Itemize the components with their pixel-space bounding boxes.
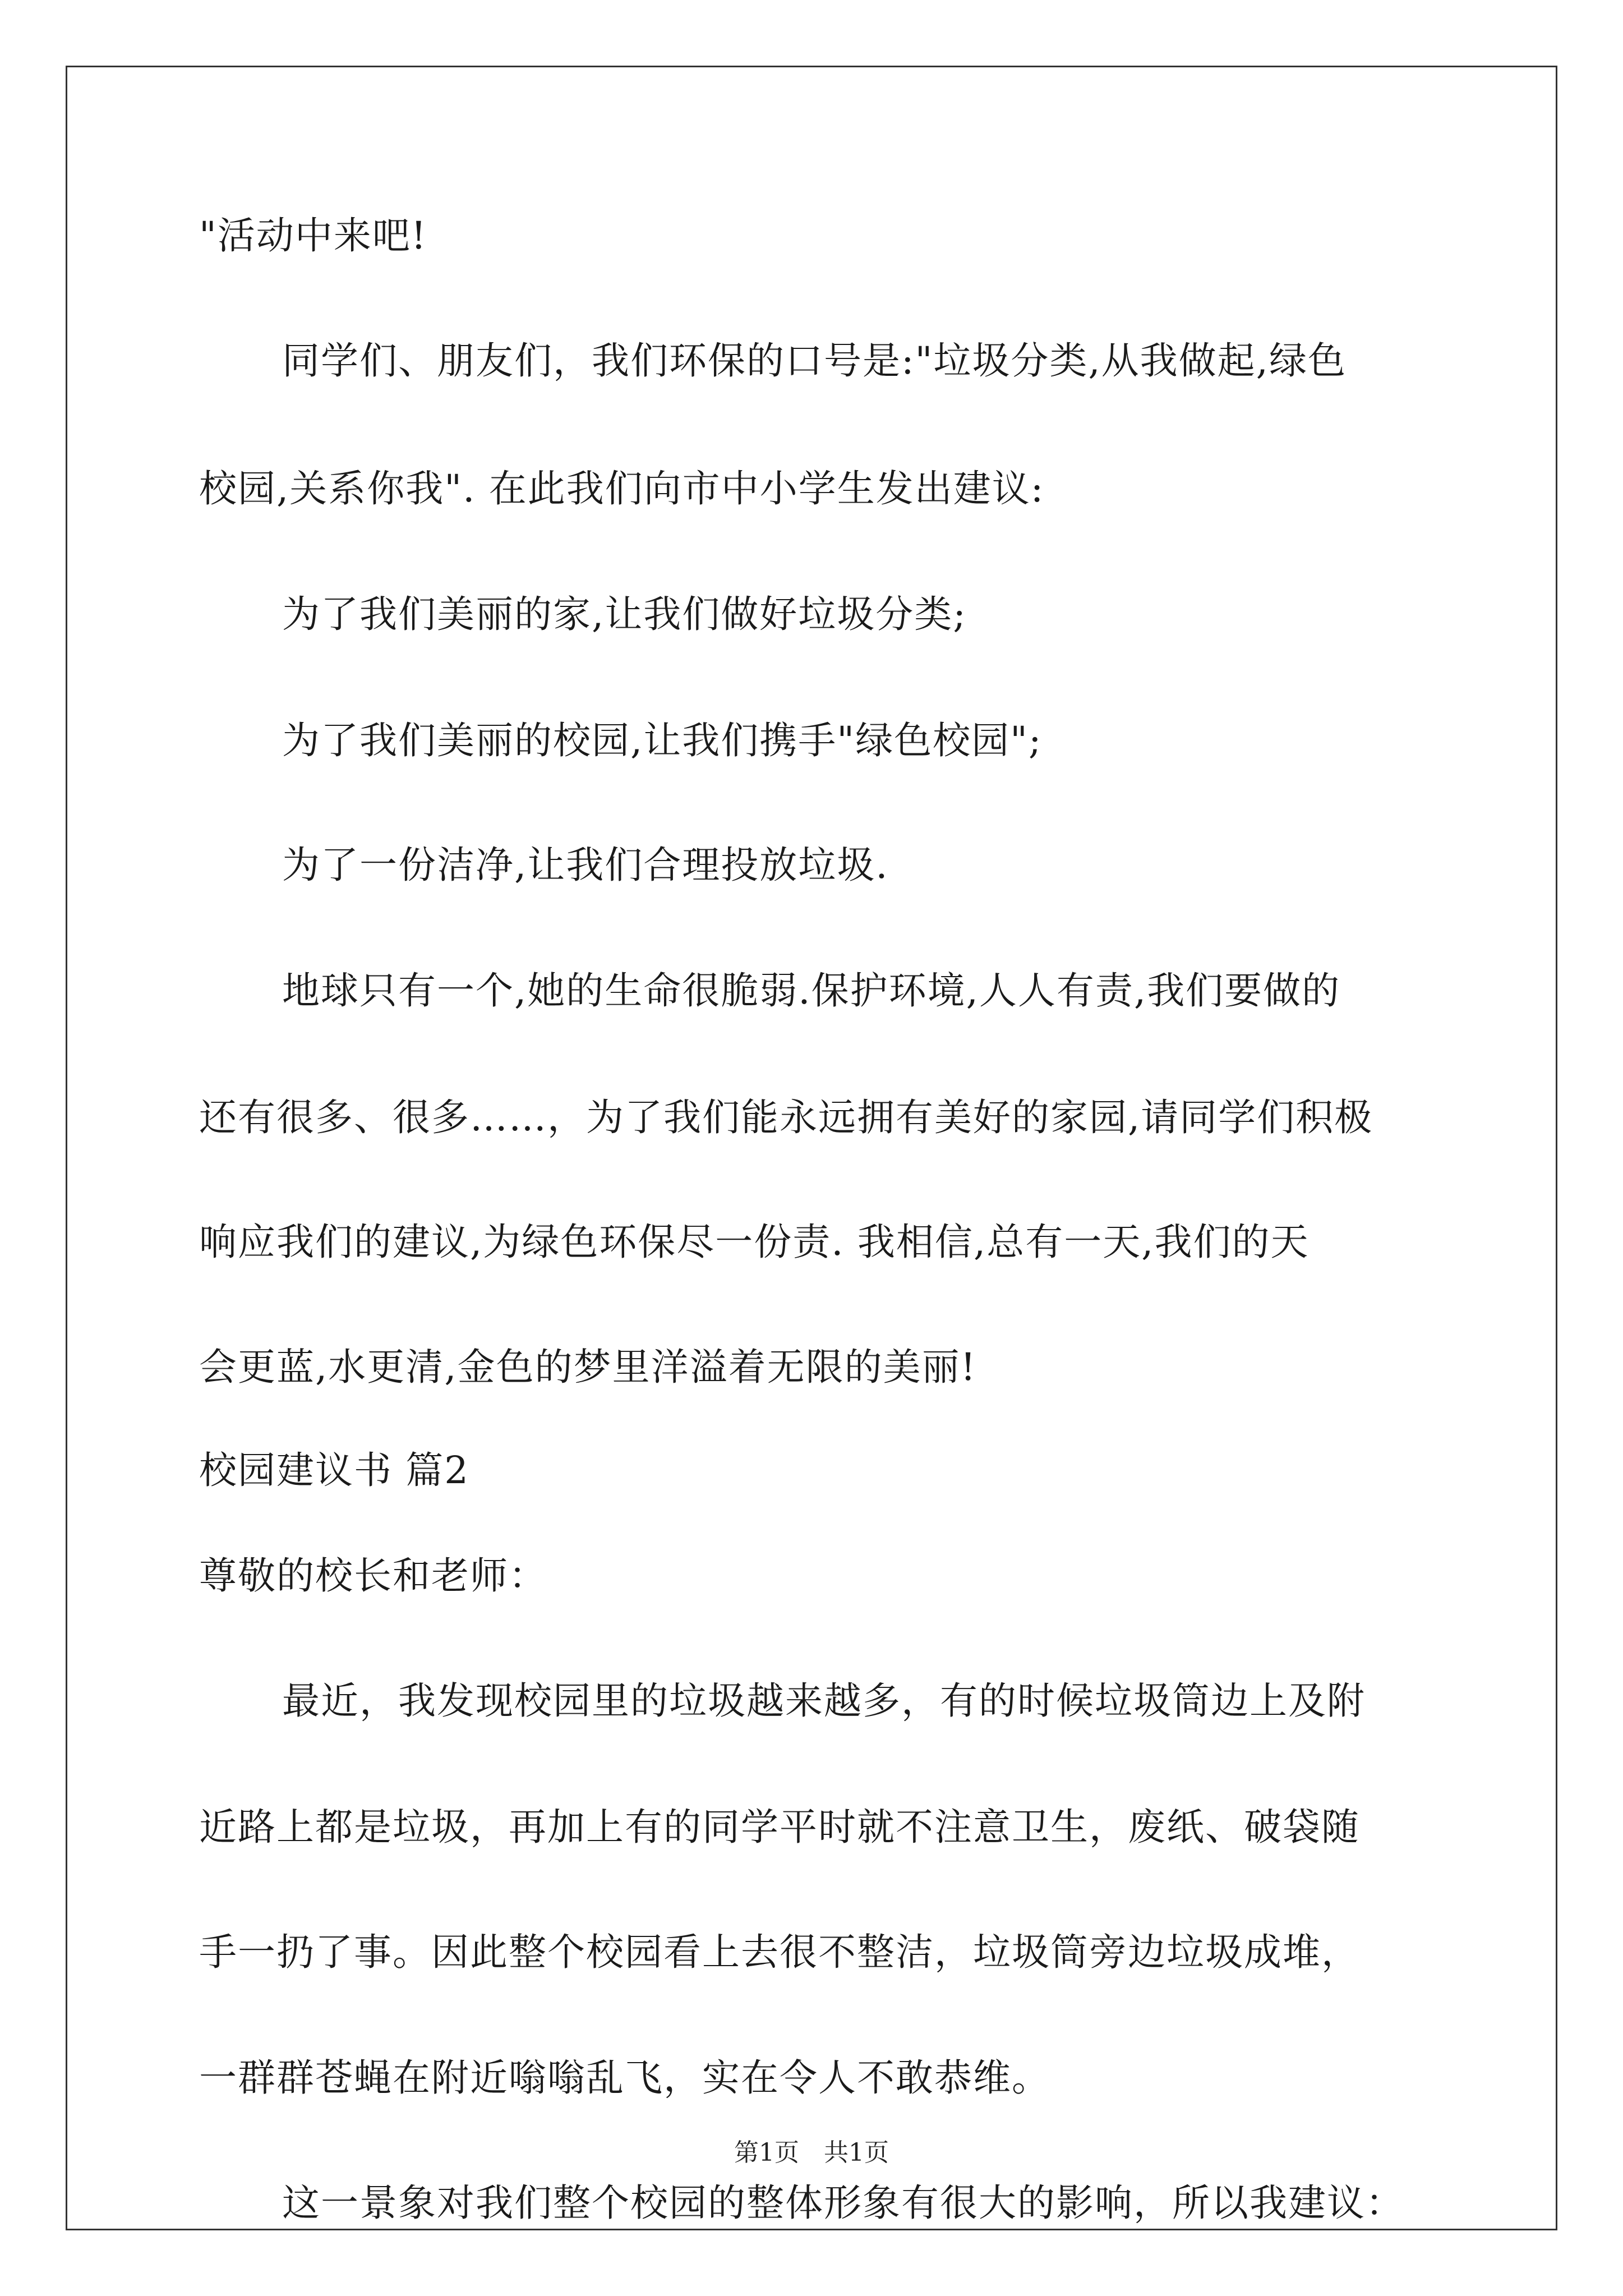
salutation: 尊敬的校长和老师： bbox=[199, 1554, 547, 1598]
text-line: 最近，我发现校园里的垃圾越来越多，有的时候垃圾筒边上及附 bbox=[282, 1679, 1366, 1723]
text-line: 地球只有一个,她的生命很脆弱.保护环境,人人有责,我们要做的 bbox=[282, 969, 1341, 1013]
page-border bbox=[66, 66, 1557, 2230]
text-line: 手一扔了事。因此整个校园看上去很不整洁，垃圾筒旁边垃圾成堆， bbox=[199, 1930, 1360, 1974]
text-line: 为了我们美丽的校园,让我们携手"绿色校园"; bbox=[282, 719, 1043, 762]
text-line: 一群群苍蝇在附近嗡嗡乱飞，实在令人不敢恭维。 bbox=[199, 2056, 1050, 2100]
text-line: "活动中来吧! bbox=[199, 214, 427, 257]
text-line: 近路上都是垃圾，再加上有的同学平时就不注意卫生，废纸、破袋随 bbox=[199, 1805, 1360, 1849]
text-line: 为了我们美丽的家,让我们做好垃圾分类; bbox=[282, 592, 967, 636]
page-number: 第1页 共1页 bbox=[734, 2138, 889, 2167]
text-line: 还有很多、很多……，为了我们能永远拥有美好的家园,请同学们积极 bbox=[199, 1096, 1373, 1139]
text-line: 为了一份洁净,让我们合理投放垃圾. bbox=[282, 843, 889, 887]
section-heading: 校园建议书 篇2 bbox=[199, 1448, 469, 1492]
text-line: 会更蓝,水更清,金色的梦里洋溢着无限的美丽! bbox=[199, 1345, 977, 1389]
text-line: 同学们、朋友们，我们环保的口号是:"垃圾分类,从我做起,绿色 bbox=[282, 339, 1347, 383]
text-line: 这一景象对我们整个校园的整体形象有很大的影响，所以我建议： bbox=[282, 2181, 1404, 2225]
text-line: 响应我们的建议,为绿色环保尽一份责. 我相信,总有一天,我们的天 bbox=[199, 1220, 1310, 1264]
text-line: 校园,关系你我". 在此我们向市中小学生发出建议: bbox=[199, 467, 1045, 510]
